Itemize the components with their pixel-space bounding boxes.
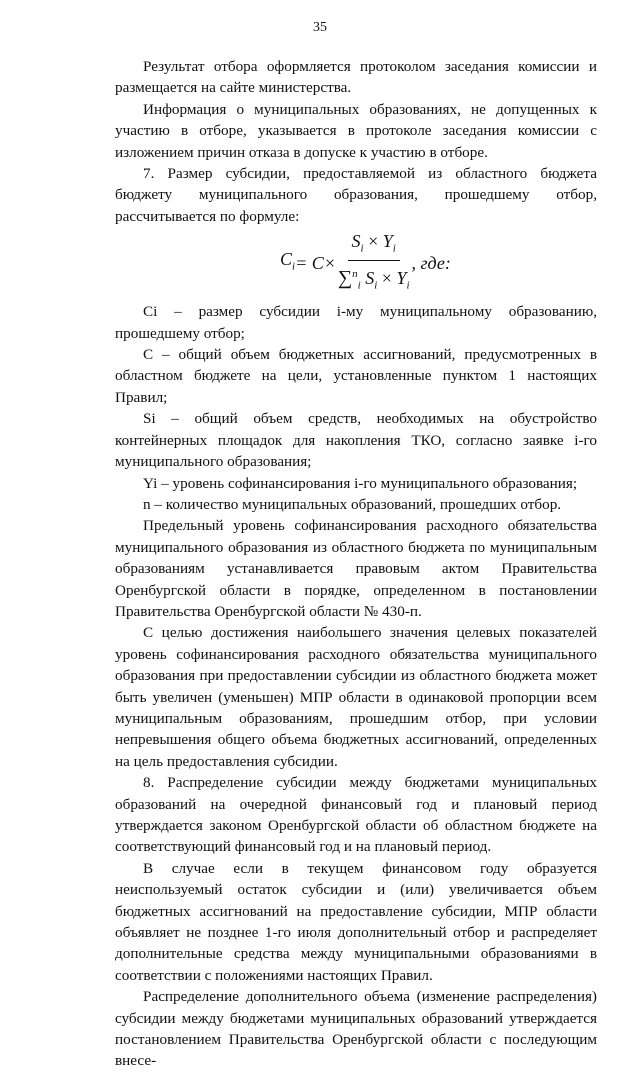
- paragraph: Предельный уровень софинансирования расходного обязательства муниципального образования из областного бюджета по муниципальным образованиям устанавливается правовым актом Правительства Оренбургской области в порядке, определенном в постановлении Правительства Оренбургской области № 430-п.: [115, 517, 597, 620]
- formula-numerator: $S_i \times Y_i$: [348, 230, 400, 262]
- paragraph: 8. Распределение субсидии между бюджетами муниципальных образований на очередной финансовый год и плановый период утверждается законом Оренбургской области об областном бюджете на соответствующий финансовый год и на плановый период.: [115, 774, 597, 856]
- paragraph: 7. Размер субсидии, предоставляемой из областного бюджета бюджету муниципального образования, прошедшему отбор, рассчитывается по формуле:: [115, 165, 597, 225]
- paragraph: Yi – уровень софинансирования i-го муниципального образования;: [143, 474, 578, 492]
- formula-lhs: $C_i$: [280, 248, 296, 273]
- formula-denominator: ∑$^n_i$ $S_i \times Y_i$: [337, 267, 410, 292]
- paragraph: Сi – размер субсидии i-му муниципальному образованию, прошедшему отбор;: [115, 303, 597, 342]
- formula-equals: = C×: [295, 252, 336, 273]
- paragraph: С целью достижения наибольшего значения целевых показателей уровень софинансирования расходного обязательства муниципального образования при предоставлении субсидии из областного бюджета может быть увеличен (уменьшен) МПР области в одинаковой пропорции всем муниципальным образованиям, прошедшим отбор, при условии непревышения общего объема бюджетных ассигнований, определенных на цель предоставления субсидии.: [115, 624, 597, 770]
- paragraph: Результат отбора оформляется протоколом заседания комиссии и размещается на сайте министерства.: [115, 58, 597, 97]
- subsidy-formula: [115, 231, 597, 297]
- paragraph: Si – общий объем средств, необходимых на обустройство контейнерных площадок для накопления ТКО, согласно заявке i-го муниципального образования;: [115, 410, 597, 471]
- paragraph: Информация о муниципальных образованиях, не допущенных к участию в отборе, указывается в протоколе заседания комиссии с изложением причин отказа в допуске к участию в отборе.: [115, 100, 597, 161]
- page-number: 35: [313, 20, 327, 35]
- paragraph: С – общий объем бюджетных ассигнований, предусмотренных в областном бюджете на цели, установленные пунктом 1 настоящих Правил;: [115, 346, 597, 406]
- document-body: [115, 56, 597, 1072]
- formula-fraction: [338, 230, 410, 297]
- paragraph: В случае если в текущем финансовом году образуется неиспользуемый остаток субсидии и (или) увеличивается объем бюджетных ассигнований на предоставление субсидии, МПР области объявляет не позднее 1-го июля дополнительный отбор и распределяет дополнительные средства между муниципальными образованиями в соответствии с положениями настоящих Правил.: [115, 859, 597, 984]
- paragraph: n – количество муниципальных образований, прошедших отбор.: [143, 495, 562, 513]
- formula-tail: , где:: [411, 252, 451, 273]
- paragraph: Распределение дополнительного объема (изменение распределения) субсидии между бюджетами муниципальных образований утверждается постановлением Правительства Оренбургской области с последующим внесе-: [115, 988, 597, 1070]
